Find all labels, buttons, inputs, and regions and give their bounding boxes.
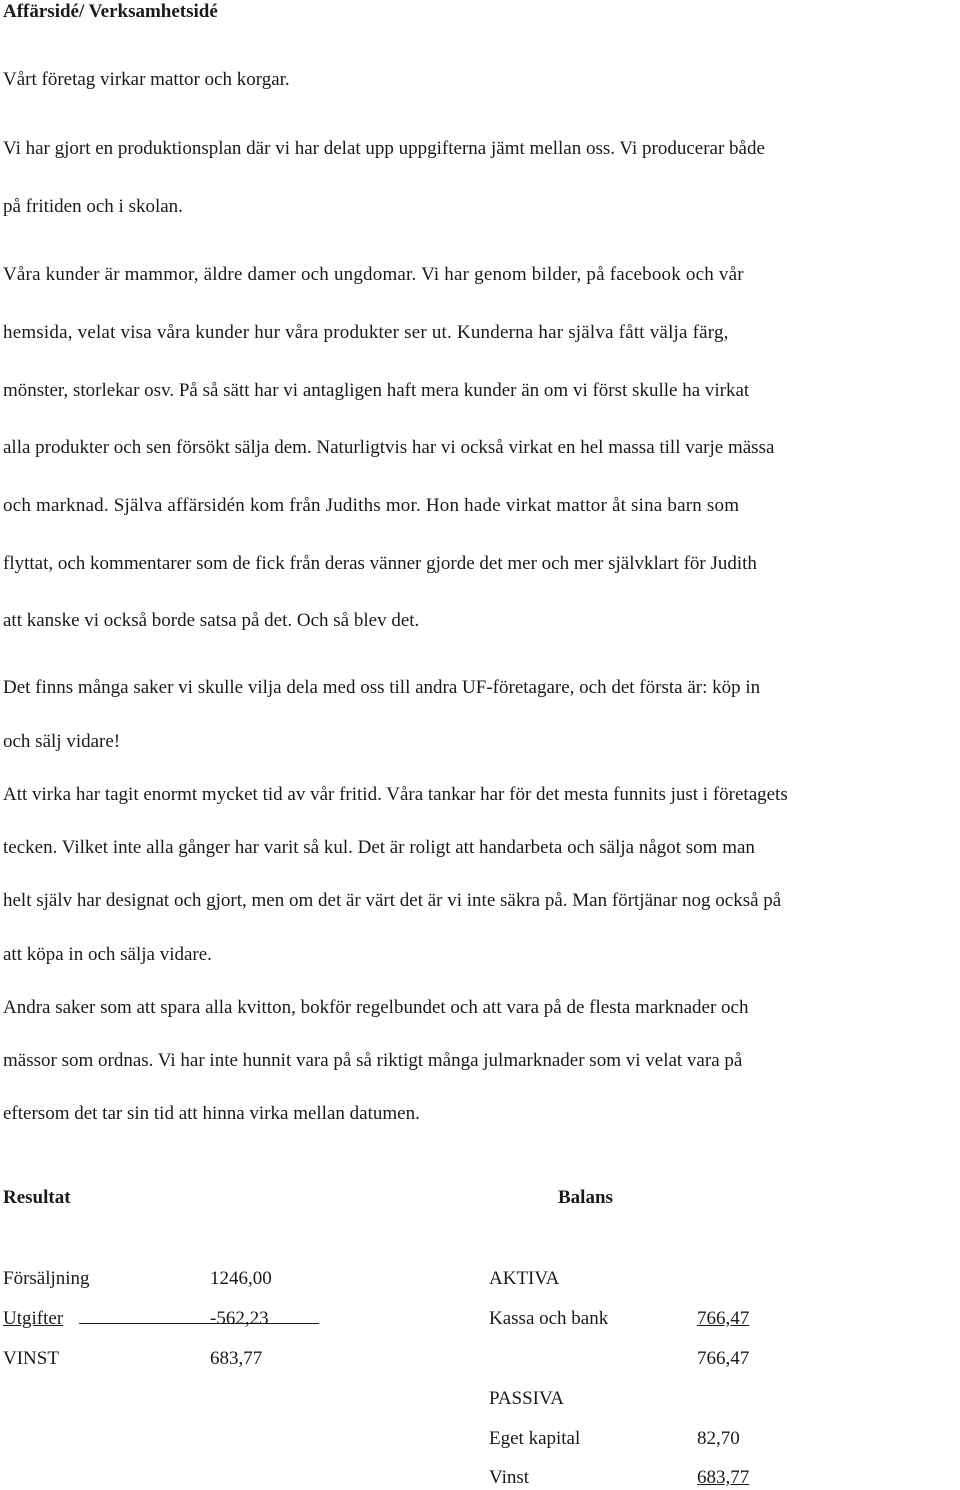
paragraph-line: på fritiden och i skolan. <box>3 196 183 217</box>
paragraph-line: Våra kunder är mammor, äldre damer och ungdomar. Vi har genom bilder, på facebook och vår <box>3 264 744 285</box>
balans-passiva-label: PASSIVA <box>489 1388 564 1409</box>
paragraph-line: Vi har gjort en produktionsplan där vi har delat upp uppgifterna jämt mellan oss. Vi producerar både <box>3 138 765 159</box>
paragraph-line: helt själv har designat och gjort, men om det är värt det är vi inte säkra på. Man förtjänar nog också på <box>3 890 782 911</box>
resultat-row-value: 1246,00 <box>210 1268 272 1289</box>
paragraph-line: Andra saker som att spara alla kvitton, bokför regelbundet och att vara på de flesta marknader och <box>3 997 749 1018</box>
resultat-row-value: 683,77 <box>210 1348 263 1369</box>
paragraph-line: Det finns många saker vi skulle vilja dela med oss till andra UF-företagare, och det första är: köp in <box>3 677 761 698</box>
underline-rule <box>79 1307 319 1324</box>
balans-title: Balans <box>558 1187 613 1208</box>
balans-kassa-label: Kassa och bank <box>489 1308 609 1329</box>
balans-vinst-label: Vinst <box>489 1467 530 1488</box>
paragraph-line: att kanske vi också borde satsa på det. Och så blev det. <box>3 610 420 631</box>
balans-eget-value: 82,70 <box>697 1428 740 1449</box>
paragraph-line: mässor som ordnas. Vi har inte hunnit vara på så riktigt många julmarknader som vi velat vara på <box>3 1050 743 1071</box>
resultat-title: Resultat <box>3 1187 71 1208</box>
paragraph-line: mönster, storlekar osv. På så sätt har vi antagligen haft mera kunder än om vi först skulle ha virkat <box>3 380 750 401</box>
paragraph-line: flyttat, och kommentarer som de fick från deras vänner gjorde det mer och mer självklart för Judith <box>3 553 757 574</box>
paragraph-line: Att virka har tagit enormt mycket tid av vår fritid. Våra tankar har för det mesta funnits just i företagets <box>3 784 788 805</box>
paragraph-line: hemsida, velat visa våra kunder hur våra produkter ser ut. Kunderna har själva fått välja färg, <box>3 322 729 343</box>
paragraph-line: tecken. Vilket inte alla gånger har varit så kul. Det är roligt att handarbeta och sälja något som man <box>3 837 755 858</box>
balans-aktiva-label: AKTIVA <box>489 1268 560 1289</box>
balans-kassa-value: 766,47 <box>697 1308 750 1329</box>
resultat-row-label: VINST <box>3 1348 59 1369</box>
balans-eget-label: Eget kapital <box>489 1428 581 1449</box>
paragraph-line: att köpa in och sälja vidare. <box>3 944 212 965</box>
paragraph-line: och sälj vidare! <box>3 731 121 752</box>
document-heading: Affärsidé/ Verksamhetsidé <box>3 1 218 22</box>
paragraph-line: och marknad. Själva affärsidén kom från Judiths mor. Hon hade virkat mattor åt sina barn som <box>3 495 740 516</box>
resultat-row-value: -562,23 <box>210 1308 269 1329</box>
resultat-row-label-text: Utgifter <box>3 1308 64 1329</box>
resultat-row-label: Försäljning <box>3 1268 90 1289</box>
paragraph-line: alla produkter och sen försökt sälja dem. Naturligtvis har vi också virkat en hel massa till varje mässa <box>3 437 775 458</box>
resultat-underline <box>3 1307 319 1331</box>
balans-vinst-value: 683,77 <box>697 1467 750 1488</box>
paragraph-line: Vårt företag virkar mattor och korgar. <box>3 69 290 90</box>
paragraph-line: eftersom det tar sin tid att hinna virka mellan datumen. <box>3 1103 420 1124</box>
balans-aktiva-sum: 766,47 <box>697 1348 750 1369</box>
